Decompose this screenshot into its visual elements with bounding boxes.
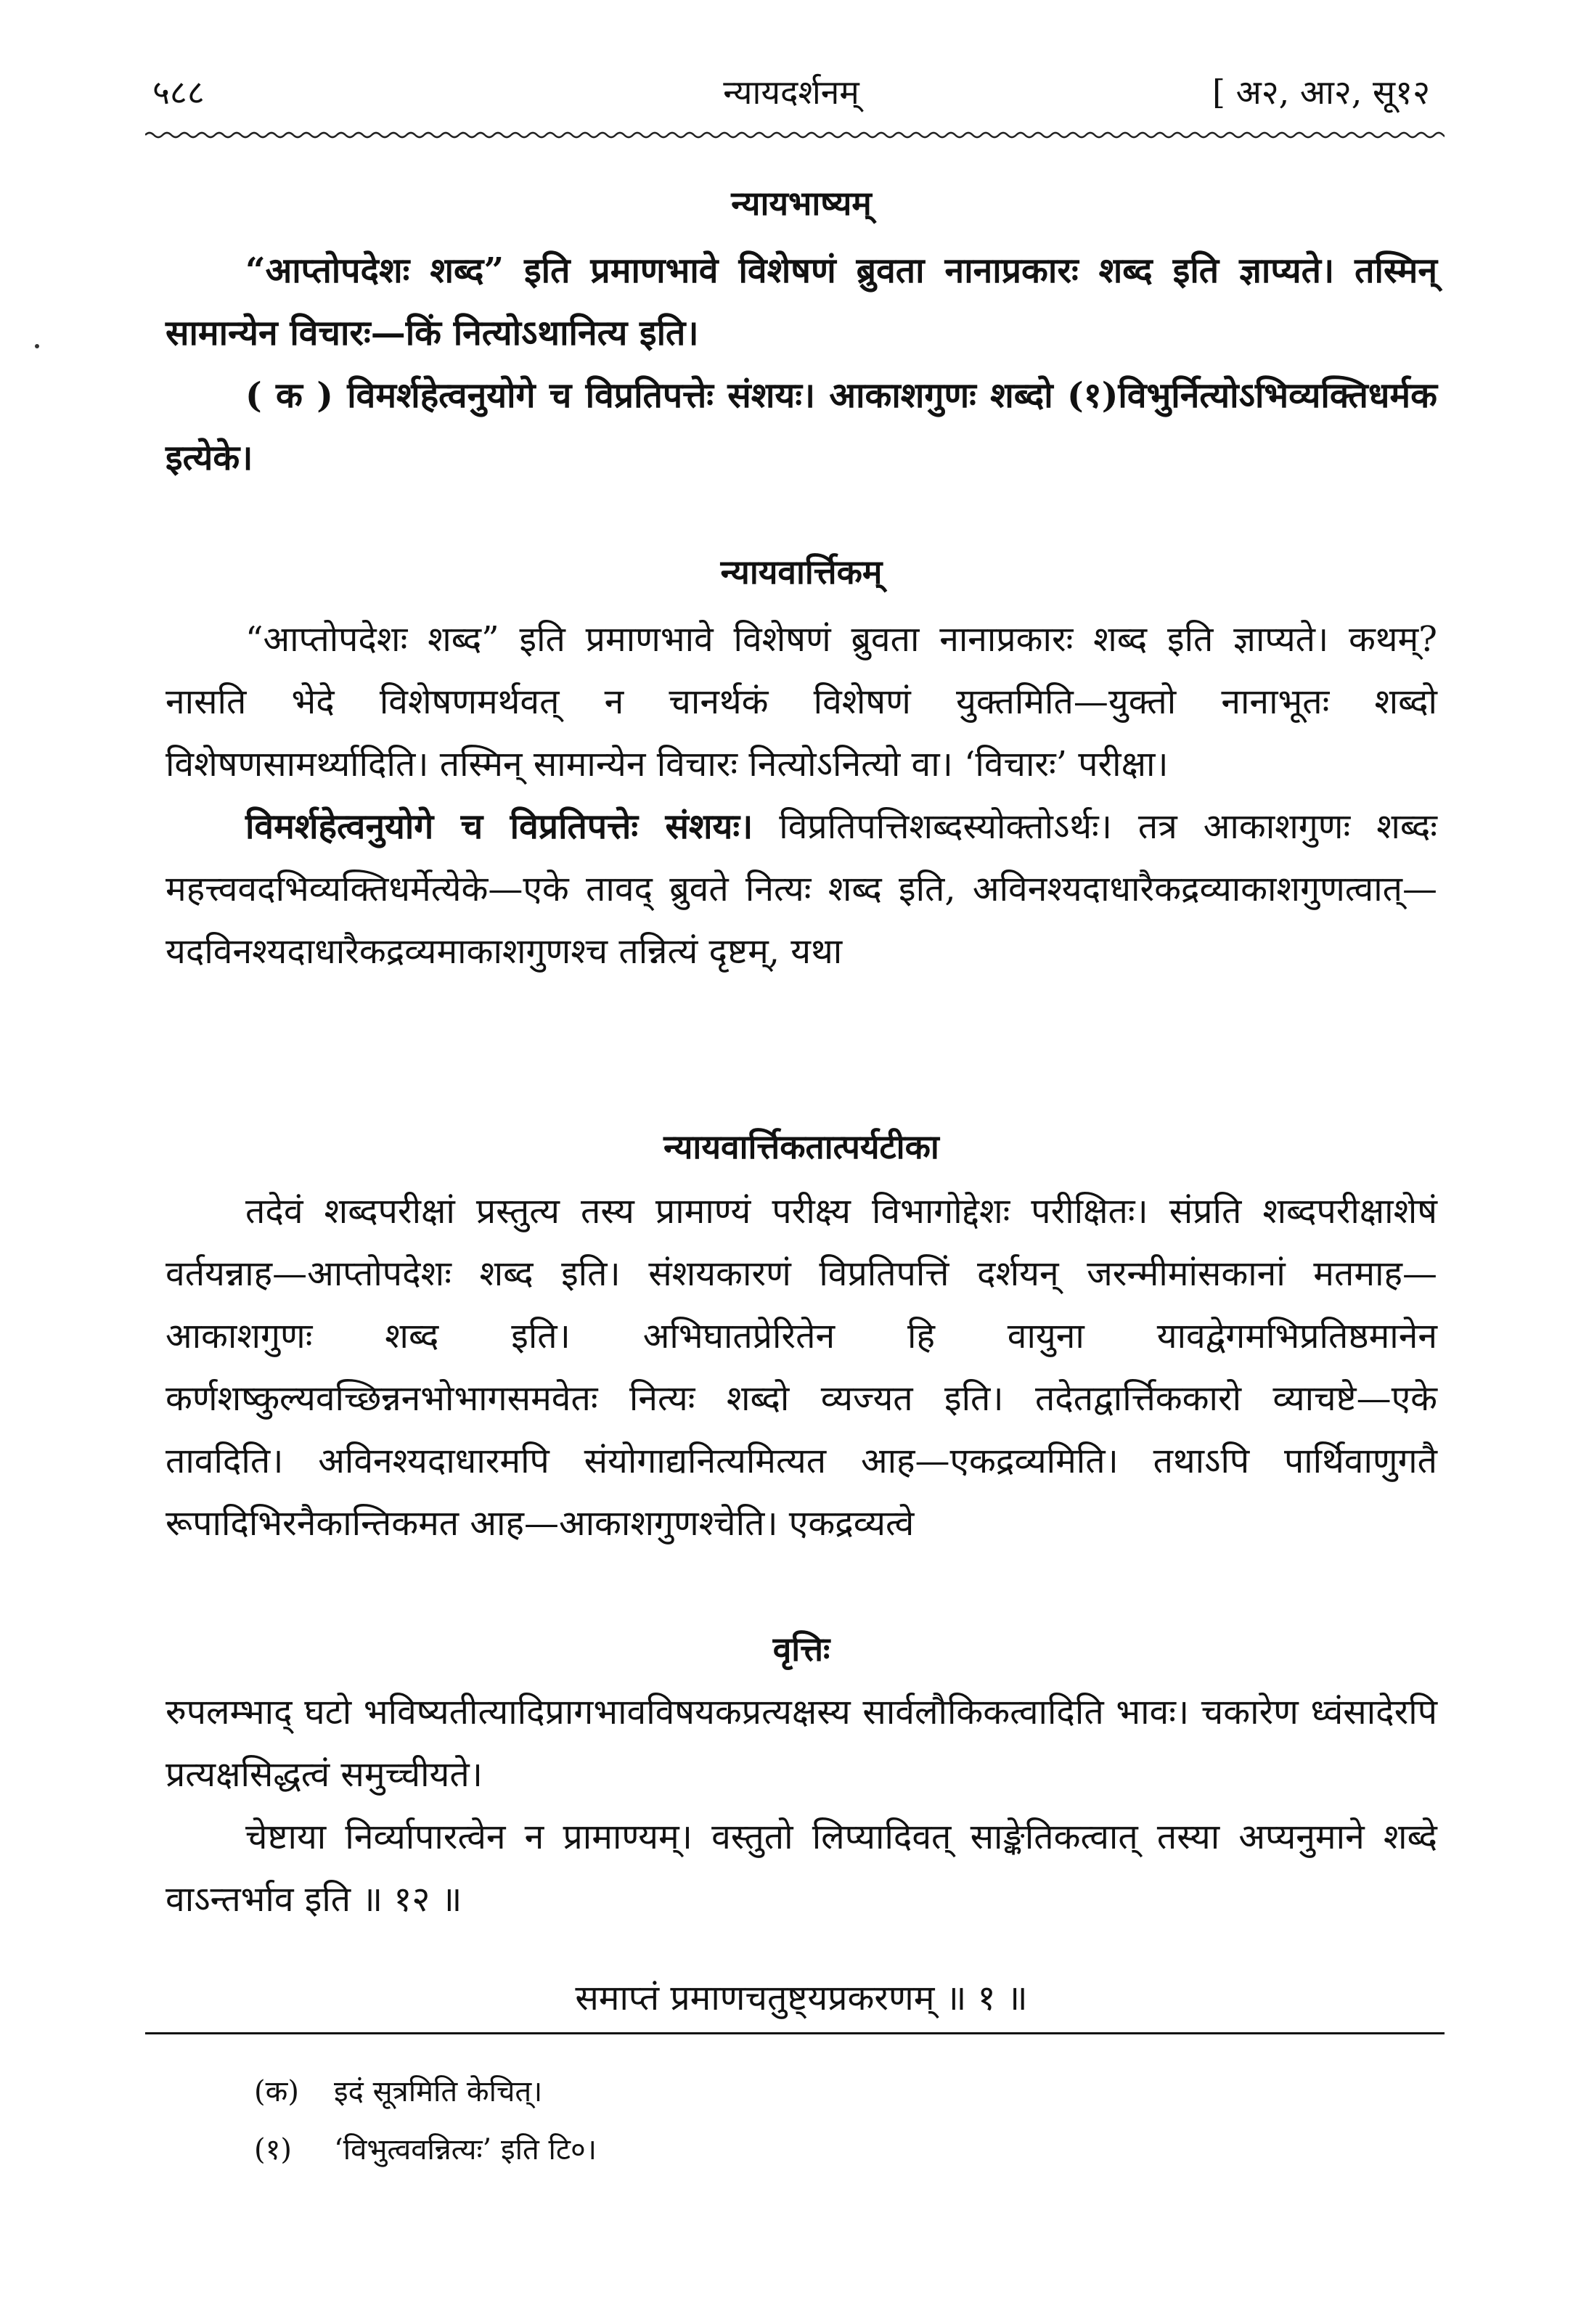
section-heading-tika: न्यायवार्त्तिकतात्पर्यटीका (663, 1127, 939, 1166)
running-header (152, 67, 1430, 118)
vartika-sutra: विमर्शहेत्वनुयोगे च विप्रतिपत्तेः संशयः। (245, 806, 753, 847)
section-heading-bhashya: न्यायभाष्यम् (731, 184, 872, 223)
vartika-paragraph-2 (166, 795, 1437, 983)
vartika-paragraph-1: “आप्तोपदेशः शब्द” इति प्रमाणभावे विशेषणं ब्रुवता नानाप्रकारः शब्द इति ज्ञाप्यते। कथम्? नासति भेदे विशेषणमर्थवत् न चानर्थकं विशेषणं युक्तमिति—युक्तो नानाभूतः शब्दो विशेषणसामर्थ्यादिति। तस्मिन् सामान्येन विचारः नित्योऽनित्यो वा। ‘विचारः’ परीक्षा। (166, 619, 1437, 785)
tika-text (166, 1180, 1437, 1555)
footnote-text: इदं सूत्रमिति केचित्। (334, 2075, 543, 2108)
vritti-paragraph-1: रुपलम्भाद् घटो भविष्यतीत्यादिप्रागभावविषयकप्रत्यक्षस्य सार्वलौकिकत्वादिति भावः। चकारेण ध्वंसादेरपि प्रत्यक्षसिद्धत्वं समुच्चीयते। (166, 1692, 1437, 1795)
footnote-rule (145, 2032, 1445, 2034)
running-title: न्यायदर्शनम् (723, 73, 859, 112)
bhashya-text (166, 240, 1437, 489)
footnote-text: ‘विभुत्ववन्नित्यः’ इति टि०। (334, 2133, 597, 2167)
vartika-text (166, 608, 1437, 983)
vartika-commentary: विप्रतिपत्तिशब्दस्योक्तोऽर्थः। तत्र आकाशगुणः शब्दः महत्त्ववदभिव्यक्तिधर्मेत्येके—एके तावद् ब्रुवते नित्यः शब्द इति, अविनश्यदाधारैकद्रव्याकाशगुणत्वात्—यदविनश्यदाधारैकद्रव्यमाकाशगुणश्च तन्नित्यं दृष्टम्, यथा (166, 806, 1438, 972)
wavy-header-rule (145, 129, 1445, 141)
margin-speck (35, 344, 39, 348)
section-heading-vritti: वृत्तिः (772, 1629, 830, 1669)
vritti-paragraph-2: चेष्टाया निर्व्यापारत्वेन न प्रामाण्यम्। वस्तुतो लिप्यादिवत् साङ्केतिकत्वात् तस्या अप्यनुमाने शब्दे वाऽन्तर्भाव इति ॥ १२ ॥ (166, 1817, 1437, 1920)
bhashya-paragraph-2: ( क ) विमर्शहेत्वनुयोगे च विप्रतिपत्तेः संशयः। आकाशगुणः शब्दो (१)विभुर्नित्योऽभिव्यक्तिधर्मक इत्येके। (166, 375, 1437, 478)
vritti-text (166, 1681, 1437, 1931)
section-heading-vartika: न्यायवार्त्तिकम् (720, 552, 883, 592)
footnote-mark: (क) (254, 2075, 299, 2108)
bhashya-paragraph-1: “आप्तोपदेशः शब्द” इति प्रमाणभावे विशेषणं ब्रुवता नानाप्रकारः शब्द इति ज्ञाप्यते। तस्मिन् सामान्येन विचारः—किं नित्योऽथानित्य इति। (166, 250, 1437, 353)
tika-paragraph-1: तदेवं शब्दपरीक्षां प्रस्तुत्य तस्य प्रामाण्यं परीक्ष्य विभागोद्देशः परीक्षितः। संप्रति शब्दपरीक्षाशेषं वर्तयन्नाह—आप्तोपदेशः शब्द इति। संशयकारणं विप्रतिपत्तिं दर्शयन् जरन्मीमांसकानां मतमाह—आकाशगुणः शब्द इति। अभिघातप्रेरितेन हि वायुना यावद्वेगमभिप्रतिष्ठमानेन कर्णशष्कुल्यवच्छिन्ननभोभागसमवेतः नित्यः शब्दो व्यज्यत इति। तदेतद्वार्त्तिककारो व्याचष्टे—एके तावदिति। अविनश्यदाधारमपि संयोगाद्यनित्यमित्यत आह—एकद्रव्यमिति। तथाऽपि पार्थिवाणुगतै रूपादिभिरनैकान्तिकमत आह—आकाशगुणश्चेति। एकद्रव्यत्वे (166, 1191, 1437, 1544)
chapter-reference: [ अ२, आ२, सू१२ (1212, 73, 1430, 112)
footnote-1 (254, 2070, 542, 2114)
footnote-mark: (१) (254, 2133, 293, 2167)
footnote-2 (254, 2128, 597, 2172)
section-closing-line: समाप्तं प्रमाणचतुष्ट्यप्रकरणम् ॥ १ ॥ (575, 1978, 1028, 2018)
page-number: ५८८ (152, 73, 205, 112)
